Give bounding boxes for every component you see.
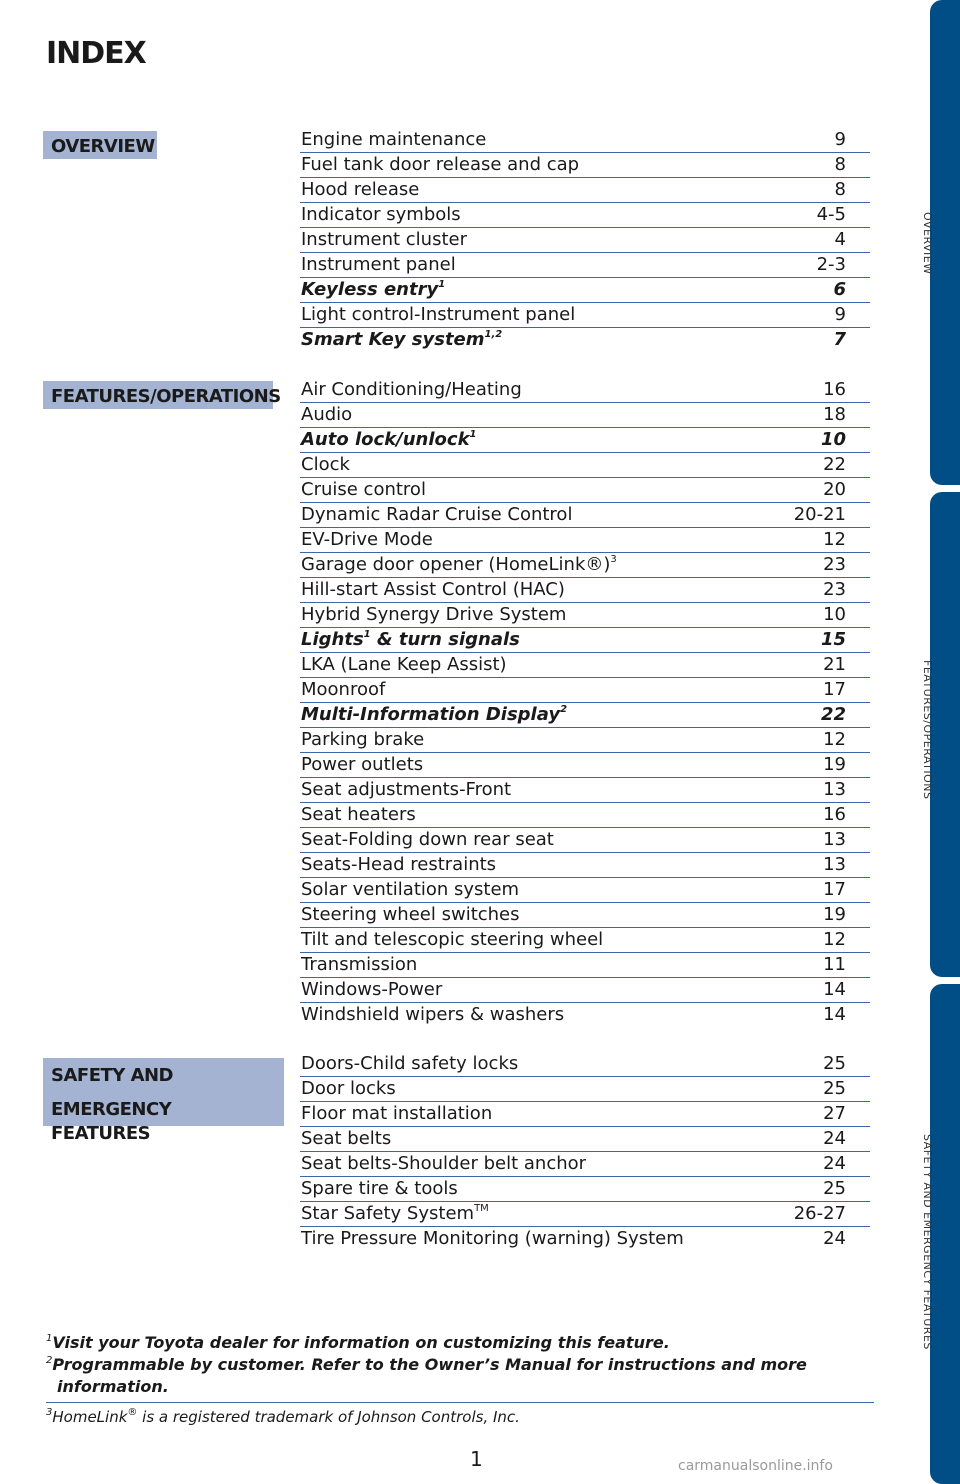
footnote-text: HomeLink [52,1408,128,1426]
index-entry-page: 20-21 [793,504,846,525]
index-entry [300,178,870,203]
index-entry-label [301,128,486,152]
index-entry [300,803,870,828]
index-entry-page: 18 [823,404,846,425]
index-entry-text: Hill-start Assist Control (HAC) [301,579,565,600]
index-entry-label [301,403,352,427]
index-entry-label [301,1052,518,1076]
index-entry-text: Garage door opener (HomeLink®) [301,554,611,575]
index-entry-page: 12 [823,729,846,750]
index-entry-label [301,1003,564,1027]
index-entry-page: 25 [823,1078,846,1099]
index-entry [300,453,870,478]
index-entry-label [301,1152,586,1176]
index-entry-page: 8 [834,179,846,200]
index-entry-text: Tire Pressure Monitoring (warning) System [301,1228,684,1249]
index-entry-page: 13 [823,854,846,875]
index-entry-label [301,428,477,452]
index-entry [300,653,870,678]
section-label-text: OVERVIEW [51,136,155,157]
index-entry-text: Auto lock/unlock [301,429,470,450]
index-entry-text: Transmission [301,954,418,975]
index-entry-page: 23 [823,554,846,575]
index-entry [300,528,870,553]
index-entry-label [301,278,445,302]
footnote-mark: 1 [46,1332,53,1344]
index-entry [300,703,870,728]
index-entry-page: 9 [834,304,846,325]
index-entry-page: 7 [833,329,846,350]
index-entry-page: 19 [823,754,846,775]
index-entry [300,1003,870,1028]
page-number: 1 [470,1447,483,1471]
index-entry-label [301,553,617,577]
registered-mark: ® [127,1407,138,1418]
side-tab-label-safety: SAFETY AND EMERGENCY FEATURES [921,1134,934,1350]
index-entry-label [301,203,461,227]
footnotes [46,1332,874,1430]
index-entry-page: 15 [820,629,846,650]
index-entry-label [301,778,511,802]
index-entry-footnote-mark: 3 [610,554,617,565]
index-entry-page: 24 [823,1128,846,1149]
index-entry-label [301,478,426,502]
index-entry-label [301,853,496,877]
side-tabs [930,0,960,1484]
index-entry [300,953,870,978]
index-entry [300,678,870,703]
index-list-features [300,378,870,1028]
index-entry-text: Doors-Child safety locks [301,1053,519,1074]
index-entry [300,303,870,328]
index-entry-text: Smart Key system [301,329,485,350]
index-entry-text: Door locks [301,1078,396,1099]
index-entry-label [301,228,467,252]
index-entry [300,603,870,628]
footnote-text: Visit your Toyota dealer for information on customizing this feature. [52,1333,670,1352]
index-entry [300,1127,870,1152]
index-entry-page: 25 [823,1053,846,1074]
index-entry-label [301,253,456,277]
index-entry-page: 14 [823,979,846,1000]
index-entry-text: Keyless entry [301,279,439,300]
index-entry [300,428,870,453]
index-entry-page: 14 [823,1004,846,1025]
index-entry [300,728,870,753]
footnote-text: is a registered trademark of Johnson Controls, Inc. [137,1408,520,1426]
index-entry-label [301,903,520,927]
index-entry-page: 17 [823,679,846,700]
index-entry [300,1227,870,1252]
index-entry-text: Spare tire & tools [301,1178,458,1199]
footnote-divider [46,1402,874,1403]
page-title: INDEX [46,36,146,71]
index-entry-text: Steering wheel switches [301,904,520,925]
index-entry-label [301,578,565,602]
index-entry-page: 12 [823,529,846,550]
index-entry-text: Instrument panel [301,254,456,275]
index-entry-text-cont: & turn signals [370,629,520,650]
section-label-text: FEATURES/OPERATIONS [51,386,281,407]
index-entry-footnote-mark: TM [474,1203,489,1214]
index-entry-page: 10 [823,604,846,625]
index-entry [300,503,870,528]
index-entry-label [301,928,603,952]
footnote-2 [46,1354,874,1376]
watermark: carmanualsonline.info [678,1458,833,1474]
index-entry [300,928,870,953]
index-entry [300,903,870,928]
index-entry-label [301,528,433,552]
index-entry-page: 8 [834,154,846,175]
side-tab-overview[interactable] [930,0,960,485]
index-entry-label [301,1127,391,1151]
index-entry [300,1202,870,1227]
side-tab-features[interactable] [930,492,960,977]
index-list-overview [300,128,870,353]
index-entry [300,203,870,228]
index-entry-page: 4-5 [816,204,846,225]
index-entry-page: 27 [823,1103,846,1124]
index-entry-page: 23 [823,579,846,600]
index-entry-label [301,1202,489,1226]
index-entry [300,828,870,853]
index-entry-text: Dynamic Radar Cruise Control [301,504,573,525]
index-entry [300,1077,870,1102]
index-entry-text: Cruise control [301,479,426,500]
index-entry-text: Seat-Folding down rear seat [301,829,554,850]
index-entry-text: Clock [301,454,350,475]
index-entry-text: Parking brake [301,729,425,750]
index-entry-label [301,1177,458,1201]
index-entry-footnote-mark: 1 [438,279,446,290]
index-entry-label [301,878,519,902]
index-entry [300,153,870,178]
index-entry-page: 22 [820,704,846,725]
index-entry-text: Star Safety System [301,1203,475,1224]
index-entry-text: Fuel tank door release and cap [301,154,580,175]
index-entry [300,1152,870,1177]
index-list-safety [300,1052,870,1252]
index-entry-page: 2-3 [816,254,846,275]
index-entry-text: Windows-Power [301,979,443,1000]
index-entry [300,553,870,578]
index-entry-page: 19 [823,904,846,925]
index-entry-label [301,503,572,527]
index-entry [300,1102,870,1127]
index-entry-label [301,953,417,977]
index-entry-page: 25 [823,1178,846,1199]
footnote-mark: 3 [46,1407,53,1418]
index-entry-label [301,603,566,627]
index-entry-page: 13 [823,829,846,850]
index-entry-text: Hybrid Synergy Drive System [301,604,567,625]
index-entry-page: 24 [823,1228,846,1249]
index-entry-text: Moonroof [301,679,386,700]
index-entry [300,1052,870,1077]
index-entry-text: Floor mat installation [301,1103,493,1124]
index-entry-label [301,978,442,1002]
index-entry-text: Lights [301,629,364,650]
footnote-3 [46,1404,874,1430]
index-entry-label [301,628,520,652]
index-entry-label [301,753,423,777]
index-entry-text: Multi-Information Display [301,704,561,725]
index-entry-page: 16 [823,804,846,825]
index-entry-footnote-mark: 1 [469,429,477,440]
index-entry-text: Seat adjustments-Front [301,779,512,800]
index-entry-page: 10 [820,429,846,450]
index-entry-footnote-mark: 1,2 [484,329,503,340]
index-entry-text: Seat belts [301,1128,392,1149]
index-entry-label [301,328,502,352]
index-entry [300,478,870,503]
footnote-2-cont: information. [57,1377,169,1396]
index-entry-text: LKA (Lane Keep Assist) [301,654,507,675]
index-entry-label [301,178,419,202]
section-label-features [43,381,281,409]
index-entry [300,628,870,653]
index-entry [300,128,870,153]
index-entry-text: Engine maintenance [301,129,487,150]
index-entry-label [301,653,507,677]
index-entry-label [301,1102,492,1126]
index-entry-text: Audio [301,404,353,425]
index-entry-text: Tilt and telescopic steering wheel [301,929,604,950]
index-entry-label [301,678,385,702]
index-entry [300,278,870,303]
section-label-text-line1: SAFETY AND [51,1065,174,1086]
index-entry-label [301,703,567,727]
index-entry-label [301,1227,684,1251]
index-entry [300,1177,870,1202]
footnote-1 [46,1332,874,1354]
index-entry-label [301,803,416,827]
index-entry-page: 4 [834,229,846,250]
index-entry-text: Seat belts-Shoulder belt anchor [301,1153,587,1174]
index-entry-page: 24 [823,1153,846,1174]
index-entry-text: Air Conditioning/Heating [301,379,522,400]
index-entry-page: 21 [823,654,846,675]
index-entry-label [301,1077,396,1101]
side-tab-safety[interactable] [930,984,960,1484]
index-entry-text: Hood release [301,179,420,200]
index-entry-text: Indicator symbols [301,204,461,225]
index-entry-page: 26-27 [793,1203,846,1224]
section-label-text-line2: EMERGENCY FEATURES [51,1099,172,1144]
index-entry-label [301,153,579,177]
side-tab-label-overview: OVERVIEW [921,212,934,275]
index-entry-text: Seat heaters [301,804,416,825]
footnote-mark: 2 [46,1354,53,1366]
index-entry-label [301,303,575,327]
index-entry [300,403,870,428]
index-entry-page: 17 [823,879,846,900]
index-entry [300,978,870,1003]
index-entry-text: Power outlets [301,754,424,775]
index-entry-text: Windshield wipers & washers [301,1004,565,1025]
index-entry-page: 16 [823,379,846,400]
index-entry-text: EV-Drive Mode [301,529,433,550]
index-entry-label [301,728,424,752]
index-entry [300,853,870,878]
index-entry [300,328,870,353]
index-entry-text: Instrument cluster [301,229,467,250]
index-entry-page: 13 [823,779,846,800]
index-entry-page: 9 [834,129,846,150]
index-entry [300,878,870,903]
index-entry [300,778,870,803]
index-entry-label [301,378,522,402]
index-entry-footnote-mark: 2 [560,704,568,715]
index-entry [300,253,870,278]
footnote-text: Programmable by customer. Refer to the Owner’s Manual for instructions and more [52,1355,807,1374]
index-entry-text: Light control-Instrument panel [301,304,576,325]
index-entry [300,228,870,253]
index-entry [300,753,870,778]
index-entry-page: 22 [823,454,846,475]
index-entry-text: Seats-Head restraints [301,854,497,875]
index-entry [300,378,870,403]
index-entry-label [301,828,554,852]
section-label-safety [43,1058,284,1144]
index-entry-page: 20 [823,479,846,500]
index-entry-text: Solar ventilation system [301,879,520,900]
index-entry-page: 11 [823,954,846,975]
index-entry [300,578,870,603]
index-entry-label [301,453,350,477]
index-entry-page: 6 [833,279,846,300]
section-label-overview [43,131,157,159]
index-entry-footnote-mark: 1 [363,629,371,640]
index-entry-page: 12 [823,929,846,950]
side-tab-label-features: FEATURES/OPERATIONS [921,660,934,800]
